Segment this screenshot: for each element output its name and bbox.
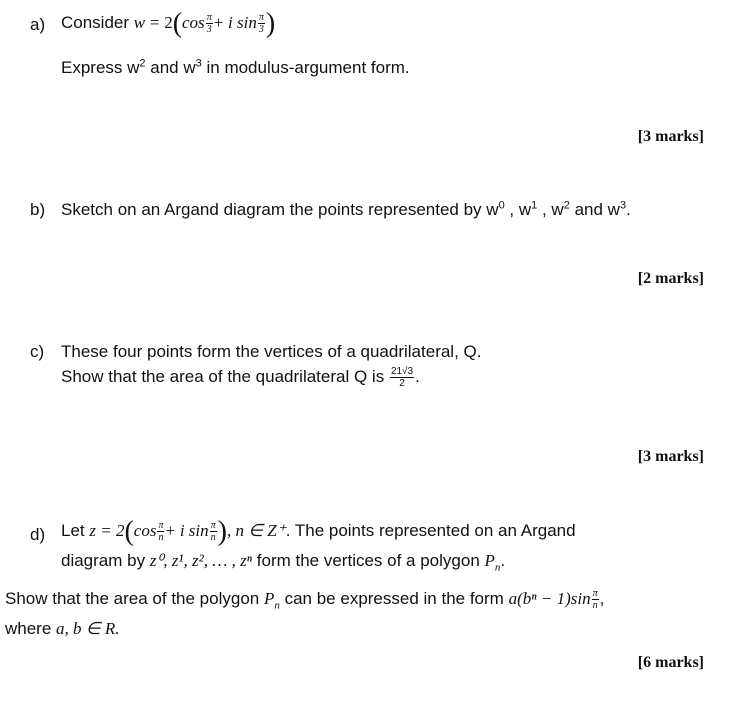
period-c: . <box>415 366 420 386</box>
part-a-line1 <box>61 7 276 39</box>
modulus-text: in modulus-argument form. <box>201 58 410 77</box>
and-w: and w <box>145 58 196 77</box>
left-paren-d: ( <box>124 515 134 547</box>
part-c-line1: These four points form the vertices of a quadrilateral, Q. <box>61 342 482 361</box>
part-d-line2 <box>61 551 506 574</box>
show-area-text: Show that the area of the quadrilateral Q is <box>61 366 385 386</box>
fraction-den: 3 <box>206 24 212 35</box>
and-w-b: and w <box>569 200 620 219</box>
part-c-label: c) <box>30 342 45 361</box>
vertices-text: form the vertices of a polygon <box>252 551 480 570</box>
equals: = <box>149 12 160 32</box>
w-variable: w <box>133 12 146 32</box>
diagram-by-text: diagram by <box>61 551 146 570</box>
fraction-c-den: 2 <box>399 378 405 389</box>
cos-text: cos <box>182 12 205 32</box>
left-paren: ( <box>172 7 183 39</box>
part-d-label: d) <box>30 525 46 544</box>
part-a-marks: [3 marks] <box>637 128 704 145</box>
fraction-pi-3 <box>206 12 213 35</box>
fraction-d-num-c: π <box>592 588 598 599</box>
part-d-line4 <box>5 619 120 639</box>
fraction-d-den-b: n <box>210 532 216 543</box>
isin-text: i sin <box>228 12 257 32</box>
sup-0: 0 <box>498 199 505 212</box>
sup-2: 2 <box>139 57 146 70</box>
polygon-p-sub-2: n <box>274 599 280 612</box>
period: . <box>626 200 631 219</box>
right-paren: ) <box>265 7 276 39</box>
sep-1: , w <box>504 200 532 219</box>
fraction-pi-n-c <box>592 588 599 611</box>
polygon-p: P <box>484 551 495 570</box>
fraction-pi-n-b <box>210 520 217 543</box>
fraction-d-den-c: n <box>592 600 598 611</box>
cos-d: cos <box>133 520 157 540</box>
let-text: Let <box>61 520 85 540</box>
coefficient: 2 <box>164 12 173 32</box>
sketch-text: Sketch on an Argand diagram the points represented by w <box>61 200 499 219</box>
part-b-line <box>61 200 631 220</box>
fraction-pi-3-b <box>258 12 265 35</box>
polygon-p-sub: n <box>494 561 501 574</box>
sep-2: , w <box>537 200 564 219</box>
part-a-line2 <box>61 58 410 78</box>
polygon-p-2: P <box>263 588 275 608</box>
consider-text: Consider <box>61 12 130 32</box>
sup-3b: 3 <box>619 199 627 212</box>
area-expression: a(bⁿ − 1)sin <box>508 588 591 608</box>
show-polygon-text: Show that the area of the polygon <box>5 588 260 608</box>
argand-text: . The points represented on an Argand <box>285 520 576 540</box>
express-text: Express w <box>61 58 140 77</box>
plus-d: + <box>165 520 176 540</box>
fraction-num: π <box>206 12 212 23</box>
fraction-d-den: n <box>158 532 164 543</box>
fraction-d-num-b: π <box>210 520 216 531</box>
fraction-num-b: π <box>258 12 264 23</box>
part-c-line2 <box>61 366 420 389</box>
part-c-marks: [3 marks] <box>637 448 704 465</box>
sup-1: 1 <box>531 199 538 212</box>
plus: + <box>213 12 224 32</box>
variables: a, b ∈ R. <box>56 619 120 638</box>
fraction-den-b: 3 <box>258 24 264 35</box>
condition: , n ∈ Z⁺ <box>226 520 286 540</box>
expressed-text: can be expressed in the form <box>279 588 504 608</box>
part-d-line3 <box>5 588 604 611</box>
part-a-label: a) <box>30 15 46 34</box>
part-d-marks: [6 marks] <box>637 654 704 671</box>
sup-3: 3 <box>195 57 202 70</box>
period-d: . <box>500 551 506 570</box>
fraction-d-num: π <box>158 520 164 531</box>
part-b-label: b) <box>30 200 46 219</box>
part-d-line1 <box>61 515 576 547</box>
part-b-marks: [2 marks] <box>637 270 704 287</box>
sup-2b: 2 <box>563 199 570 212</box>
right-paren-d: ) <box>217 515 227 547</box>
isin-d: i sin <box>179 520 209 540</box>
fraction-pi-n <box>157 520 164 543</box>
powers-list: z⁰, z¹, z², … , zⁿ <box>149 551 253 570</box>
where-text: where <box>5 619 52 638</box>
fraction-c-num: 21√3 <box>390 366 414 377</box>
comma: , <box>599 588 605 608</box>
fraction-21root3-over-2 <box>390 366 414 389</box>
z-definition: z = 2 <box>89 520 125 540</box>
